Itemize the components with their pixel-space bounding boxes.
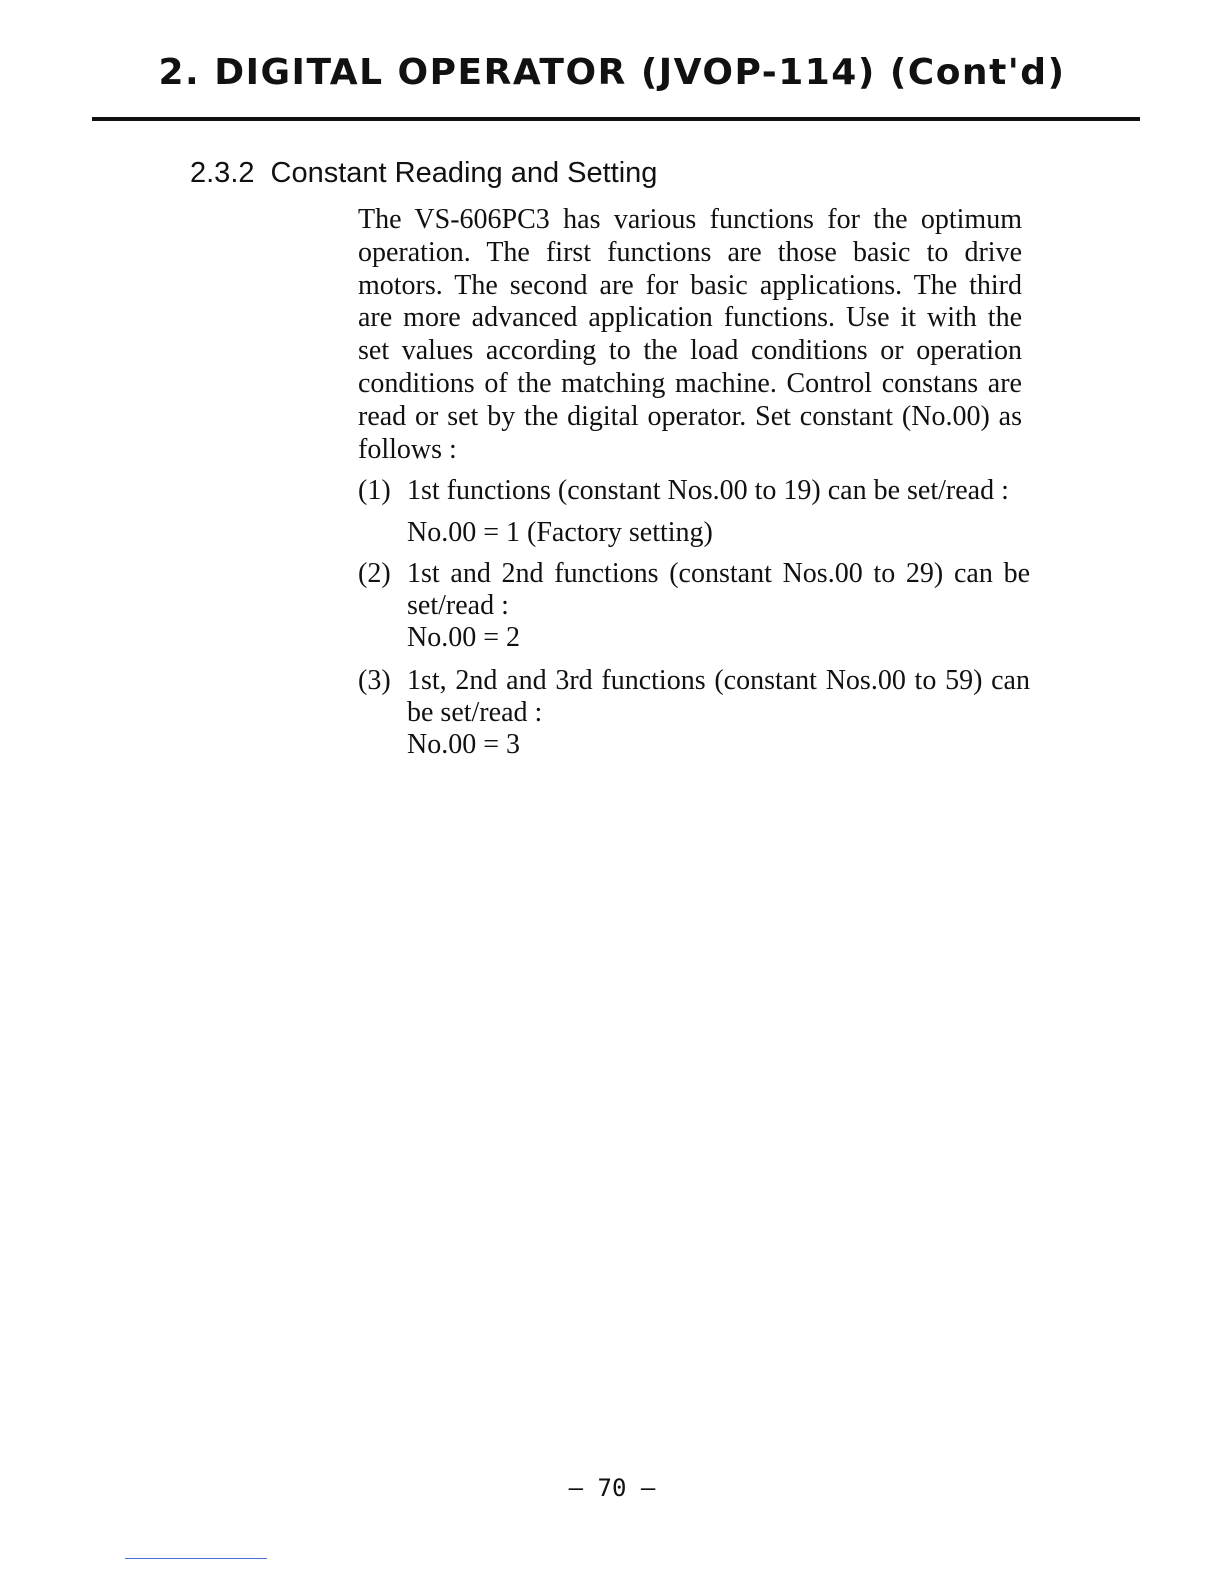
list-item-number: (3) [358, 665, 391, 696]
section-heading [190, 153, 657, 193]
section-title: Constant Reading and Setting [270, 157, 658, 189]
list-item-text: 1st functions (constant Nos.00 to 19) can be set/read : [407, 475, 1009, 506]
list-item-text: 1st and 2nd functions (constant Nos.00 to 29) can be set/read : [407, 558, 1030, 621]
list-item-2 [358, 558, 1030, 654]
header-divider [92, 117, 1140, 121]
intro-paragraph-text: The VS-606PC3 has various functions for the optimum operation. The first functions are those basic to drive motors. The second are for basic applications. The third are more advanced application functions. Use it with the set values according to the load conditions or operation conditions of the matching machine. Control constans are read or set by the digital operator. Set constant (No.00) as follows : [358, 204, 1022, 465]
footer-rule [125, 1558, 267, 1559]
list-item-setting: No.00 = 1 (Factory setting) [407, 517, 713, 548]
list-item-1 [358, 475, 1030, 549]
intro-paragraph [358, 204, 1022, 466]
page-number: – 70 – [568, 1474, 656, 1502]
page-title: 2. DIGITAL OPERATOR (JVOP-114) (Cont'd) [158, 52, 1066, 93]
list-item-setting: No.00 = 2 [407, 622, 521, 653]
list-item-text: 1st, 2nd and 3rd functions (constant Nos.00 to 59) can be set/read : [407, 665, 1030, 728]
list-item-number: (2) [358, 558, 391, 589]
section-number: 2.3.2 [190, 157, 255, 189]
list-item-setting: No.00 = 3 [407, 729, 521, 760]
list-item-3 [358, 665, 1030, 761]
list-item-number: (1) [358, 475, 391, 506]
